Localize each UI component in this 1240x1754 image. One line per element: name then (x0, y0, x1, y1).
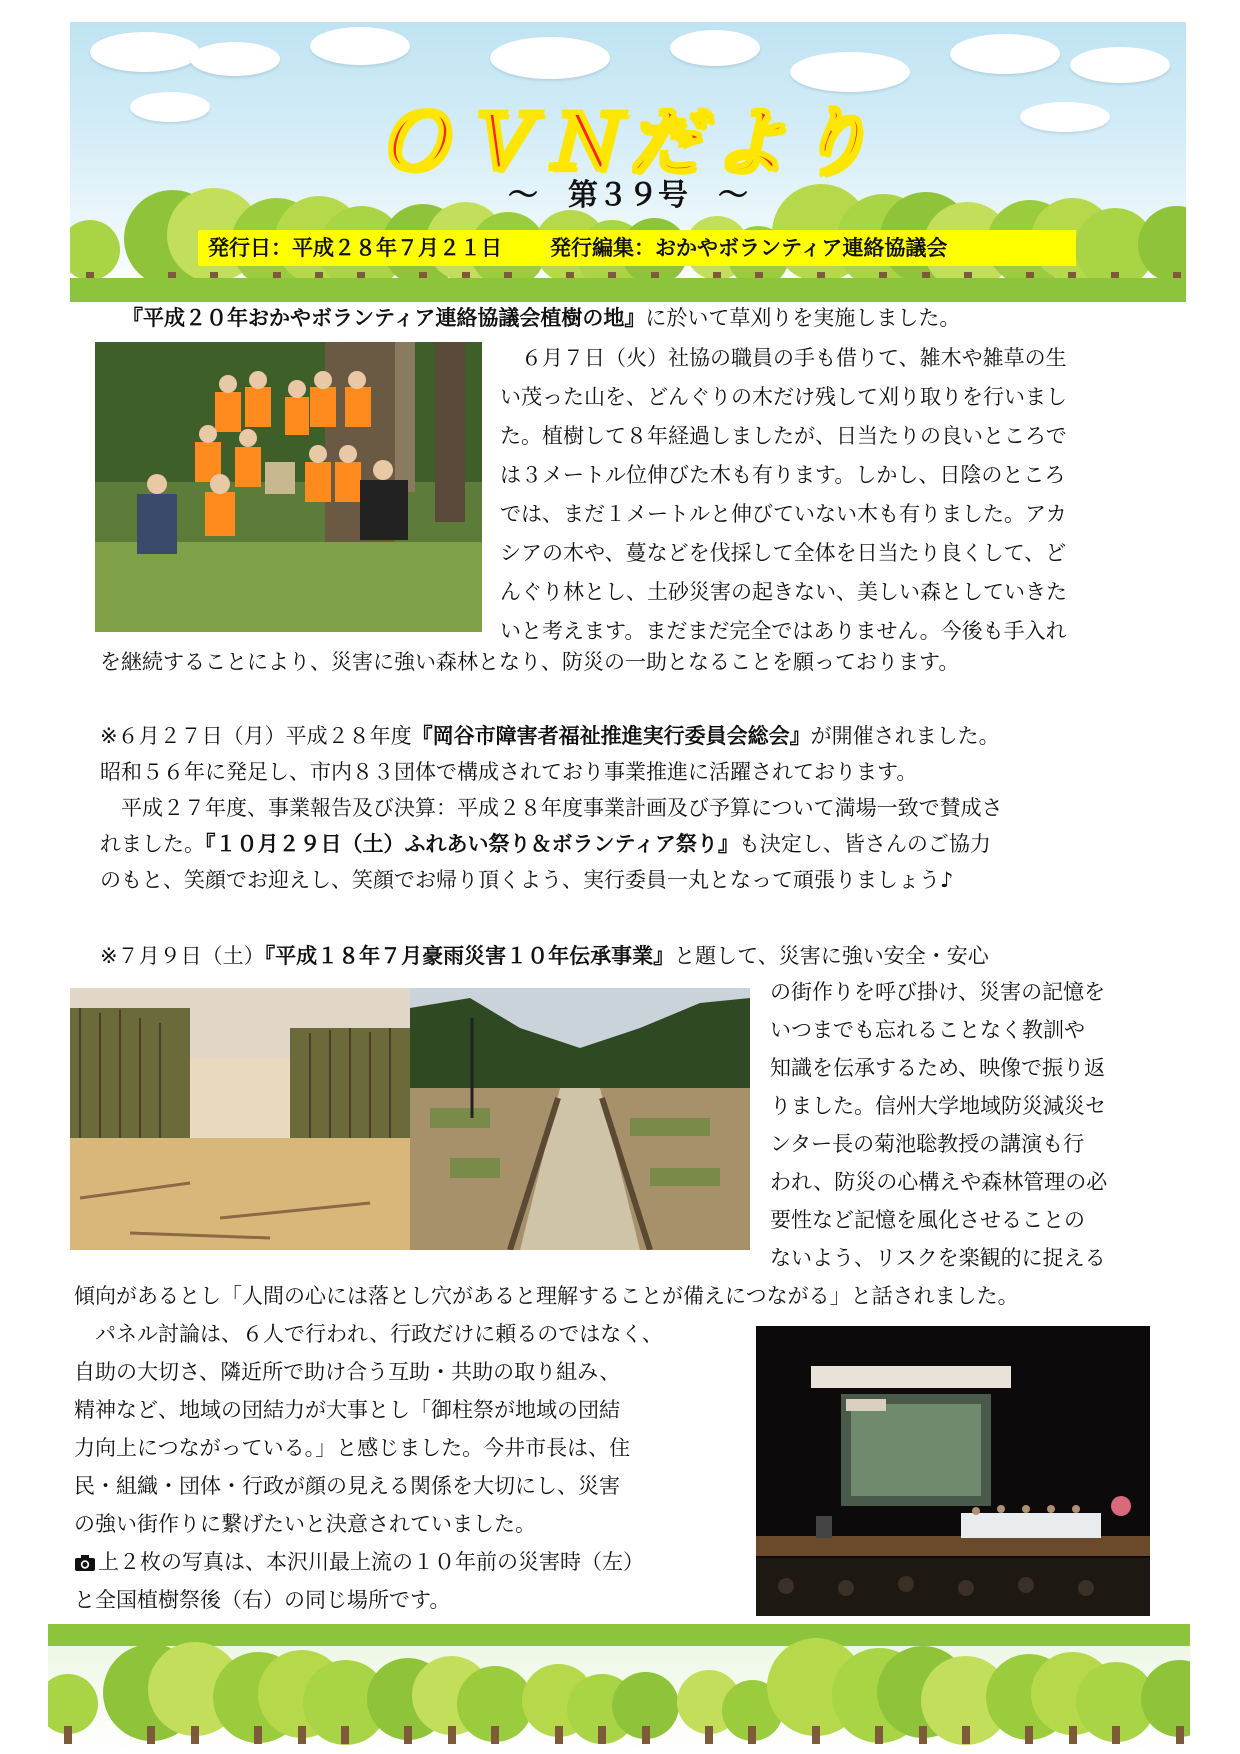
section3-line: 民・組織・団体・行政が顔の見える関係を大切にし、災害 (74, 1474, 620, 1498)
photo-caption: と全国植樹祭後（右）の同じ場所です。 (74, 1588, 451, 1612)
tree-trunk (598, 1726, 606, 1744)
section3-line: 知識を伝承するため、映像で振り返 (770, 1056, 1106, 1080)
tree-trunk (875, 1726, 883, 1744)
section2-line: ※６月２７日（月）平成２８年度『岡谷市障害者福祉推進実行委員会総会』が開催されました。 (100, 724, 1000, 748)
section1-line: ６月７日（火）社協の職員の手も借りて、雑木や雑草の生 (500, 346, 1067, 370)
tree-trunk (191, 1726, 199, 1744)
section3-line: パネル討論は、６人で行われ、行政だけに頼るのではなく、 (74, 1322, 663, 1346)
section1-line: た。植樹して８年経過しましたが、日当たりの良いところで (500, 424, 1067, 448)
cloud-shape (90, 32, 200, 72)
tree-trunk (64, 1726, 72, 1744)
section3-line: ないよう、リスクを楽観的に捉える (770, 1246, 1106, 1270)
section2-line: れました。『１０月２９日（土）ふれあい祭り＆ボランティア祭り』も決定し、皆さんのご協力 (100, 832, 991, 856)
tree-trunk (1025, 1726, 1033, 1744)
section2-line: のもと、笑顔でお迎えし、笑顔でお帰り頂くよう、実行委員一丸となって頑張りましょう♪ (100, 868, 954, 892)
tree-trunk (491, 1726, 499, 1744)
section2-line: 平成２７年度、事業報告及び決算：平成２８年度事業計画及び予算について満場一致で賛成さ (100, 796, 1003, 820)
section3-line: の街作りを呼び掛け、災害の記憶を (770, 980, 1106, 1004)
publish-date: 発行日：平成２８年７月２１日 (208, 236, 502, 260)
grass-strip (70, 278, 1186, 302)
tree-trunk (448, 1726, 456, 1744)
photo-caption: 上２枚の写真は、本沢川最上流の１０年前の災害時（左） (74, 1546, 644, 1581)
cloud-shape (670, 30, 760, 66)
tree-trunk (962, 1726, 970, 1744)
tree-trunk (298, 1726, 306, 1744)
cloud-shape (490, 37, 610, 79)
section1-line: いと考えます。まだまだ完全ではありません。今後も手入れ (500, 619, 1067, 643)
cloud-shape (1070, 47, 1170, 83)
tree-trunk (642, 1726, 650, 1744)
tree-trunk (1176, 1726, 1184, 1744)
section3-line: 自助の大切さ、隣近所で助け合う互助・共助の取り組み、 (74, 1360, 621, 1384)
section1-line: では、まだ１メートルと伸びていない木も有りました。アカ (500, 502, 1067, 526)
disaster-site-photo (70, 988, 410, 1250)
tree-trunk (254, 1726, 262, 1744)
section3-line: 力向上につながっている。」と感じました。今井市長は、住 (74, 1436, 631, 1460)
section3-line: りました。信州大学地域防災減災セ (770, 1094, 1106, 1118)
section1-line: い茂った山を、どんぐりの木だけ残して刈り取りを行いまし (500, 385, 1067, 409)
issue-number: ～ 第３９号 ～ (508, 178, 748, 213)
cloud-shape (950, 34, 1060, 74)
camera-icon (74, 1549, 96, 1581)
publish-info-bar (198, 230, 1076, 266)
tree-trunk (919, 1726, 927, 1744)
cloud-shape (310, 27, 410, 65)
section3-line: の強い街作りに繋げたいと決意されていました。 (74, 1512, 536, 1536)
section1-line: んぐり林とし、土砂災害の起きない、美しい森としていきた (500, 580, 1067, 604)
section3-line: 要性など記憶を風化させることの (770, 1208, 1085, 1232)
grass-strip (48, 1624, 1190, 1646)
section3-line: 傾向があるとし「人間の心には落とし穴があると理解することが備えにつながる」と話されました。 (74, 1284, 1019, 1308)
tree-trunk (341, 1726, 349, 1744)
section3-heading: ※７月９日（土）『平成１８年７月豪雨災害１０年伝承事業』と題して、災害に強い安全・安心 (100, 944, 989, 968)
tree-trunk (1112, 1726, 1120, 1744)
section1-line: は３メートル位伸びた木も有ります。しかし、日陰のところ (500, 463, 1066, 487)
volunteers-group-photo (95, 342, 482, 632)
section1-heading: 『平成２０年おかやボランティア連絡協議会植樹の地』に於いて草刈りを実施しました。 (122, 306, 961, 330)
tree-shape (48, 1674, 98, 1734)
tree-trunk (404, 1726, 412, 1744)
header-banner (70, 22, 1186, 302)
section3-line: 精神など、地域の団結力が大事とし「御柱祭が地域の団結 (74, 1398, 620, 1422)
section1-line: を継続することにより、災害に強い森林となり、防災の一助となることを願っております。 (100, 650, 960, 674)
newsletter-title: ＯＶＮだより (376, 100, 880, 186)
cloud-shape (190, 42, 280, 76)
lecture-hall-photo (756, 1326, 1150, 1616)
section2-line: 昭和５６年に発足し、市内８３団体で構成されており事業推進に活躍されております。 (100, 760, 918, 784)
publisher: 発行編集：おかやボランティア連絡協議会 (550, 236, 948, 260)
tree-trunk (812, 1726, 820, 1744)
section1-line: シアの木や、蔓などを伐採して全体を日当たり良くして、ど (500, 541, 1067, 565)
tree-trunk (147, 1726, 155, 1744)
tree-trunk (748, 1726, 756, 1744)
tree-trunk (705, 1726, 713, 1744)
replanted-site-photo (410, 988, 750, 1250)
section3-line: ンター長の菊池聡教授の講演も行 (770, 1132, 1085, 1156)
section3-line: いつまでも忘れることなく教訓や (770, 1018, 1085, 1042)
footer-banner (48, 1624, 1190, 1754)
section3-line: われ、防災の心構えや森林管理の必 (770, 1170, 1108, 1194)
tree-trunk (555, 1726, 563, 1744)
tree-shape (70, 220, 120, 280)
tree-trunk (1069, 1726, 1077, 1744)
